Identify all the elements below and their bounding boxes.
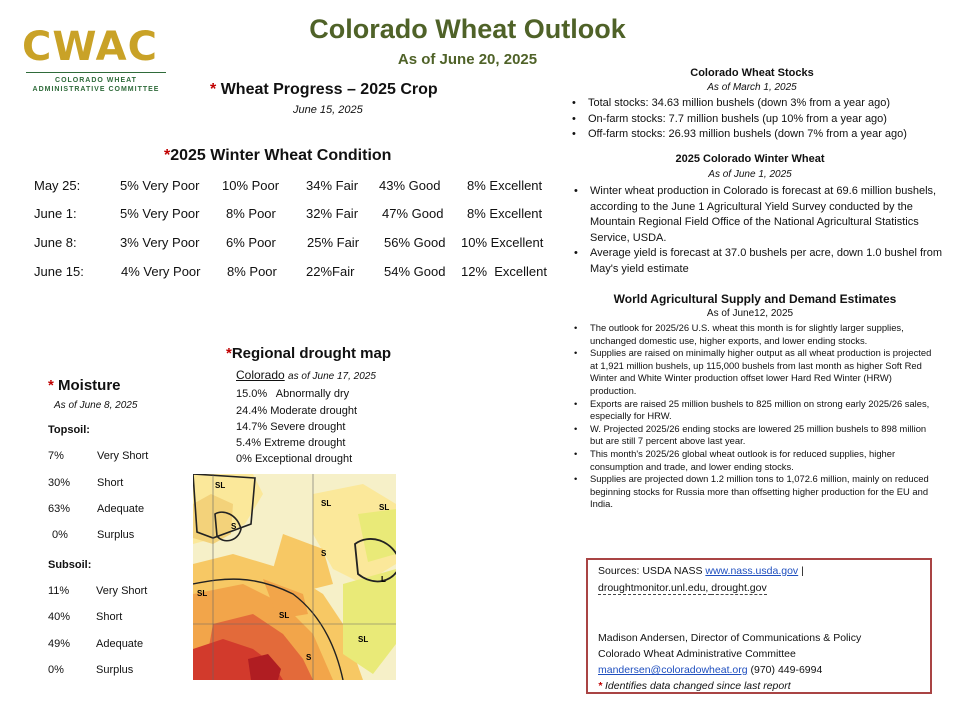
subsoil-pct: 40% [48, 611, 71, 623]
changed-star-icon: * [48, 377, 54, 394]
wasde-title: World Agricultural Supply and Demand Estimates [613, 292, 897, 306]
condition-fair: 25% Fair [307, 235, 360, 250]
condition-heading [164, 147, 391, 165]
condition-fair: 32% Fair [306, 206, 359, 221]
subsoil-pct: 0% [48, 664, 64, 676]
topsoil-pct: 7% [48, 450, 64, 462]
condition-very-poor: 3% Very Poor [120, 235, 200, 250]
drought-item: 5.4% Extreme drought [236, 437, 346, 449]
changed-star-icon: * [226, 345, 232, 362]
moisture-heading [48, 377, 121, 394]
condition-good: 47% Good [382, 206, 444, 221]
wasde-item: • The outlook for 2025/26 U.S. wheat this month is for slightly larger supplies, unchanged domestic use, higher exports, and lower ending stocks. [570, 322, 934, 347]
map-label-sl: SL [358, 635, 369, 644]
subsoil-pct: 11% [48, 585, 70, 597]
cwac-logo [22, 26, 170, 96]
stocks-date: As of March 1, 2025 [707, 82, 797, 93]
map-label-sl: SL [379, 503, 390, 512]
wasde-date: As of June12, 2025 [706, 308, 794, 319]
subsoil-label: Subsoil: [48, 559, 92, 571]
wasde-item: • Supplies are projected down 1.2 million tons to 1,072.6 million, mainly on reduced beginning stocks for Russia more than offsetting higher production for the EU and India. [570, 473, 934, 511]
map-label-sl: SL [279, 611, 290, 620]
drought-region: Colorado [236, 368, 285, 382]
condition-row [34, 235, 564, 255]
topsoil-pct: 63% [48, 503, 71, 515]
condition-very-poor: 4% Very Poor [121, 264, 201, 279]
condition-excellent: 12% Excellent [461, 264, 547, 279]
condition-poor: 8% Poor [226, 206, 276, 221]
contact-name: Madison Andersen, Director of Communications & Policy [598, 632, 862, 644]
topsoil-category: Very Short [97, 450, 149, 462]
contact-org: Colorado Wheat Administrative Committee [598, 648, 796, 660]
condition-good: 56% Good [384, 235, 446, 250]
drought-item: 24.4% Moderate drought [236, 405, 358, 417]
drought-item: 15.0% Abnormally dry [236, 388, 350, 400]
condition-date: May 25: [34, 178, 81, 193]
map-label-sl: SL [197, 589, 208, 598]
moisture-title: Moisture [58, 377, 121, 394]
subsoil-pct: 49% [48, 638, 71, 650]
drought-gov-link[interactable]: drought.gov [711, 582, 767, 594]
condition-good: 54% Good [384, 264, 446, 279]
drought-region-line [236, 368, 376, 382]
map-label-s: S [231, 522, 237, 531]
condition-very-poor: 5% Very Poor [120, 178, 200, 193]
condition-date: June 1: [34, 206, 77, 221]
drought-map [193, 474, 396, 680]
changed-star-icon: * [210, 81, 217, 98]
condition-row [34, 206, 564, 226]
moisture-date: As of June 8, 2025 [54, 400, 138, 411]
drought-title: Regional drought map [231, 345, 392, 362]
logo-wordmark: CWAC [22, 24, 158, 70]
changed-star-icon: * [598, 680, 603, 692]
condition-poor: 6% Poor [226, 235, 276, 250]
condition-good: 43% Good [379, 178, 441, 193]
topsoil-pct: 30% [48, 477, 71, 489]
condition-excellent: 8% Excellent [467, 206, 543, 221]
sources-line2 [598, 582, 767, 594]
condition-excellent: 8% Excellent [467, 178, 543, 193]
sources-separator: | [798, 565, 804, 577]
topsoil-category: Surplus [97, 529, 135, 541]
contact-phone: (970) 449-6994 [747, 664, 823, 676]
subsoil-category: Very Short [96, 585, 148, 597]
winter-wheat-title: 2025 Colorado Winter Wheat [675, 153, 825, 165]
subsoil-category: Surplus [96, 664, 134, 676]
sources-line1 [598, 565, 804, 577]
condition-poor: 8% Poor [227, 264, 277, 279]
wasde-item: • Supplies are raised on minimally higher output as all wheat production is projected at 1,921 million bushels, up 115,000 bushels from last month as higher Soft Red Winter and White Winter production offset lower Hard Red Winter (HRW) production. [570, 347, 934, 397]
email-link[interactable]: mandersen@coloradowheat.org [598, 664, 748, 676]
map-label-s: S [321, 549, 327, 558]
map-label-l: L [381, 575, 386, 584]
progress-title: Wheat Progress – 2025 Crop [220, 81, 438, 98]
condition-title: 2025 Winter Wheat Condition [170, 147, 392, 164]
drought-item: 0% Exceptional drought [236, 453, 353, 465]
condition-row [34, 264, 564, 284]
stocks-title: Colorado Wheat Stocks [690, 67, 814, 79]
legend-note [598, 680, 791, 692]
condition-fair: 34% Fair [306, 178, 359, 193]
progress-date: June 15, 2025 [293, 104, 363, 116]
condition-excellent: 10% Excellent [461, 235, 544, 250]
topsoil-category: Short [97, 477, 124, 489]
sources-prefix: Sources: USDA NASS [598, 565, 706, 577]
contact-line [598, 664, 822, 676]
page-title: Colorado Wheat Outlook [309, 14, 626, 44]
winter-wheat-date: As of June 1, 2025 [708, 169, 792, 180]
topsoil-category: Adequate [97, 503, 145, 515]
drought-date: as of June 17, 2025 [288, 371, 376, 382]
progress-heading [210, 81, 438, 99]
logo-line1: COLORADO WHEAT [55, 77, 137, 84]
drought-item: 14.7% Severe drought [236, 421, 346, 433]
topsoil-label: Topsoil: [48, 424, 90, 436]
sources-box [586, 558, 932, 694]
condition-very-poor: 5% Very Poor [120, 206, 200, 221]
subsoil-category: Short [96, 611, 123, 623]
droughtmonitor-link[interactable]: droughtmonitor.unl.edu, [598, 582, 712, 594]
logo-divider [26, 72, 166, 73]
map-label-sl: SL [321, 499, 332, 508]
stocks-list [568, 96, 948, 143]
winter-wheat-item: • Winter wheat production in Colorado is forecast at 69.6 million bushels, according to the June 1 Agricultural Yield Survey conducted by the Mountain Regional Field Office of the National Agricultural Statistics Service, USDA. [570, 184, 942, 246]
condition-date: June 8: [34, 235, 77, 250]
nass-link[interactable]: www.nass.usda.gov [705, 565, 799, 577]
condition-date: June 15: [34, 264, 84, 279]
condition-row [34, 178, 564, 198]
condition-poor: 10% Poor [222, 178, 280, 193]
map-label-s: S [306, 653, 312, 662]
winter-wheat-item: • Average yield is forecast at 37.0 bushels per acre, down 1.0 bushel from May's yield estimate [570, 246, 942, 277]
condition-fair: 22%Fair [306, 264, 355, 279]
wasde-item: • W. Projected 2025/26 ending stocks are lowered 25 million bushels to 898 million but are still 7 percent above last year. [570, 423, 934, 448]
map-label-sl: SL [215, 481, 226, 490]
wasde-item: • Exports are raised 25 million bushels to 825 million on strong early 2025/26 sales, especially for HRW. [570, 398, 934, 423]
wasde-list [570, 322, 934, 511]
legend-note-text: Identifies data changed since last report [605, 680, 791, 692]
subsoil-category: Adequate [96, 638, 144, 650]
stocks-item: • Total stocks: 34.63 million bushels (down 3% from a year ago) [568, 96, 948, 112]
stocks-item: • On-farm stocks: 7.7 million bushels (up 10% from a year ago) [568, 112, 948, 128]
topsoil-pct: 0% [52, 529, 68, 541]
winter-wheat-list [570, 184, 942, 277]
page-subtitle: As of June 20, 2025 [397, 51, 538, 68]
wasde-item: • This month's 2025/26 global wheat outlook is for reduced supplies, higher consumption and trade, and lower ending stocks. [570, 448, 934, 473]
drought-heading [226, 345, 391, 362]
stocks-item: • Off-farm stocks: 26.93 million bushels (down 7% from a year ago) [568, 127, 948, 143]
changed-star-icon: * [164, 147, 171, 164]
logo-line2: ADMINISTRATIVE COMMITTEE [32, 86, 160, 93]
